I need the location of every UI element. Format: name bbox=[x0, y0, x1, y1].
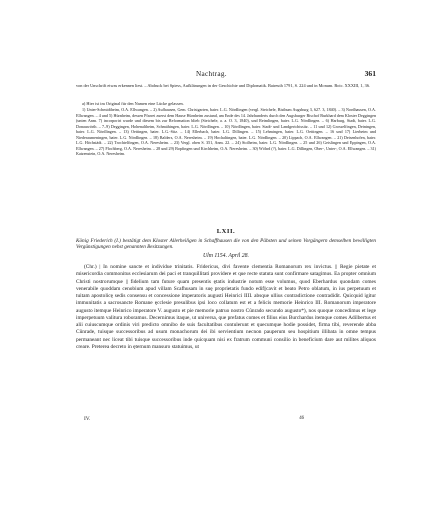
place-notes bbox=[76, 107, 376, 157]
signature-mark: IV. bbox=[84, 416, 91, 422]
footnote-a-text: a) Hier ist im Original für den Namen eine Lücke gelassen. bbox=[82, 101, 184, 106]
page-number: 361 bbox=[364, 69, 376, 78]
charter-summary bbox=[76, 238, 376, 251]
page-footer bbox=[76, 416, 376, 422]
header-title: Nachtrag. bbox=[196, 70, 227, 78]
footnote-a bbox=[82, 101, 376, 107]
intro-note bbox=[76, 83, 376, 89]
section-title: LXII. bbox=[216, 228, 236, 235]
charter-date: Ulm 1154. April 28. bbox=[202, 253, 249, 259]
sheet-number: 46 bbox=[299, 416, 304, 421]
charter-body bbox=[76, 264, 376, 351]
charter-summary-text: König Friederich (I.) bestätigt dem Kloster Allerheiligen in Schaffhausen die von den Päbsten und seinen Vorgängern demselben bewilligten Vergünstigungen nebst genannten Besitzungen. bbox=[76, 238, 376, 251]
place-notes-text: 1) Unter-Schmidtheim, O.A. Ellwangen. – 2) Aufhausen, Gem. Christgarten, baier. L.G. Nördlingen (vergl. Steichele, Bisthum Augsburg 3, 627. 3, 1840). – 3) Nordhausen, O.A. Ellwangen. – 4 und 5) Hürnheim, dessen Pfarrei zuerst dem Hause Hürnheim zustand, am Ende des 14. Jahrhunderts durch den Augsburger Bischof Burkhard dem Kloster Deggingen (unten Anm. 7) incorporirt wurde und diesem bis zur Reformation blieb (Steichele, a. a. O. 3, 1840), und Reimlingen, baier. L.G. Nördlingen. – 6) Harburg, Stadt, baier. L.G. Donauwörth. – 7–9) Deggingen, Hohenaltheim, Schmähingen, baier. L.G. Nördlingen. – 10) Nördlingen, baier. Stadt- und Landgerichtssitz. – 11 und 12) Grosselfingen, Deiningen, baier. L.G. Nördlingen. – 13) Oettingen, baier. L.G.-Sitz. – 14) Ellerbach, baier. L.G. Dillingen. – 15) Lehmingen, baier. L.G. Oettingen. – 16 und 17) Lierheim und Niederaumeningen, baier. L.G. Nördlingen. – 18) Balders, O.A. Neresheim. – 19) Hochaltingen, baier. L.G. Nördlingen. – 20) Lippach, O.A. Ellwangen. – 21) Deisenhofen, baier. L.G. Höchstädt. – 22) Trochtelfingen, O.A. Neresheim. – 23) Vergl. oben S. 351, Anm. 22. – 24) Stolheim, baier. L.G. Nördlingen. – 25 und 26) Geislingen und Eppingen, O.A. Ellwangen. – 27) Flochberg, O.A. Neresheim. – 28 und 29) Bopfingen und Kirchheim, O.A. Neresheim. – 30) Wöhrd (?), baier. L.G. Dillingen, Ober-, Unter-, O.A. Ellwangen. – 31) Katzenstein, O.A. Neresheim. bbox=[76, 107, 376, 157]
intro-text: von der Unschrift etwas erkennen liest. – Abdruck bei Spiess, Aufklärungen in der Geschichte und Diplomatik. Baireuth 1791, S. 224 und in Monum. Boic. XXXIII, 1, 36. bbox=[76, 83, 371, 88]
running-header bbox=[76, 69, 376, 78]
charter-body-text: (Chr.) | In nomine sancte et individue trinitatis. Fridericus, divi favente clementia Romanorum rex invictus. || Regie pietate et misericordia commonitus ecclesiarum dei paci et tranquillitati providere et que recte statuta sunt confirmare satagimus. Ea propter omnium Christi nostrorumque || fidelium tam future quam presentis ętatis industrie notum esse volumus, quod Eberhardus quondam comes venerabile quoddam cenobium apud villam Scafhusam in suę proprietatis fundo edif||cavit et beato Petro oblatum, in ius perpetuum et tuitam apostolicę sedis consensu et concessione imperatoris augusti Heinrici IIII. absque ullius contradictione contradidit. Quicquid igitur immunitatis a sacrosancte Romane ęcclesie presulibus ipsi loco collatum est et a felicis memorie Heinrico III. Romanorum imperatore augusto itemque Heinrico imperatore V. augusto et pie memorie patruo nostro Cûnrado secundo augusto*), nos quoque concedimus et lege imperpetuum valitura roboramus. Decernimus itaque, ut universa, que prefatus comes et filius eius Burchardus itemque comes Adilbertus et alii cuiuscumque ordinis viri predicto omnibo de suis facultatibus contulerunt et quecumque hodie possidet, firma tibi, reverende abba Cûnrade, tuisque successoribus ad usum monachorum dei ibi servientium necnon pauperum seu hospitium illibata in omne tempus permaneant nec liceat tibi tuisque successoribus inde quicquam nisi ex fratrum communi consilio in beneficium dare aut milites aliquos creare. Preterea decreto in ęternum mansuro statuimus, ut bbox=[76, 264, 376, 350]
